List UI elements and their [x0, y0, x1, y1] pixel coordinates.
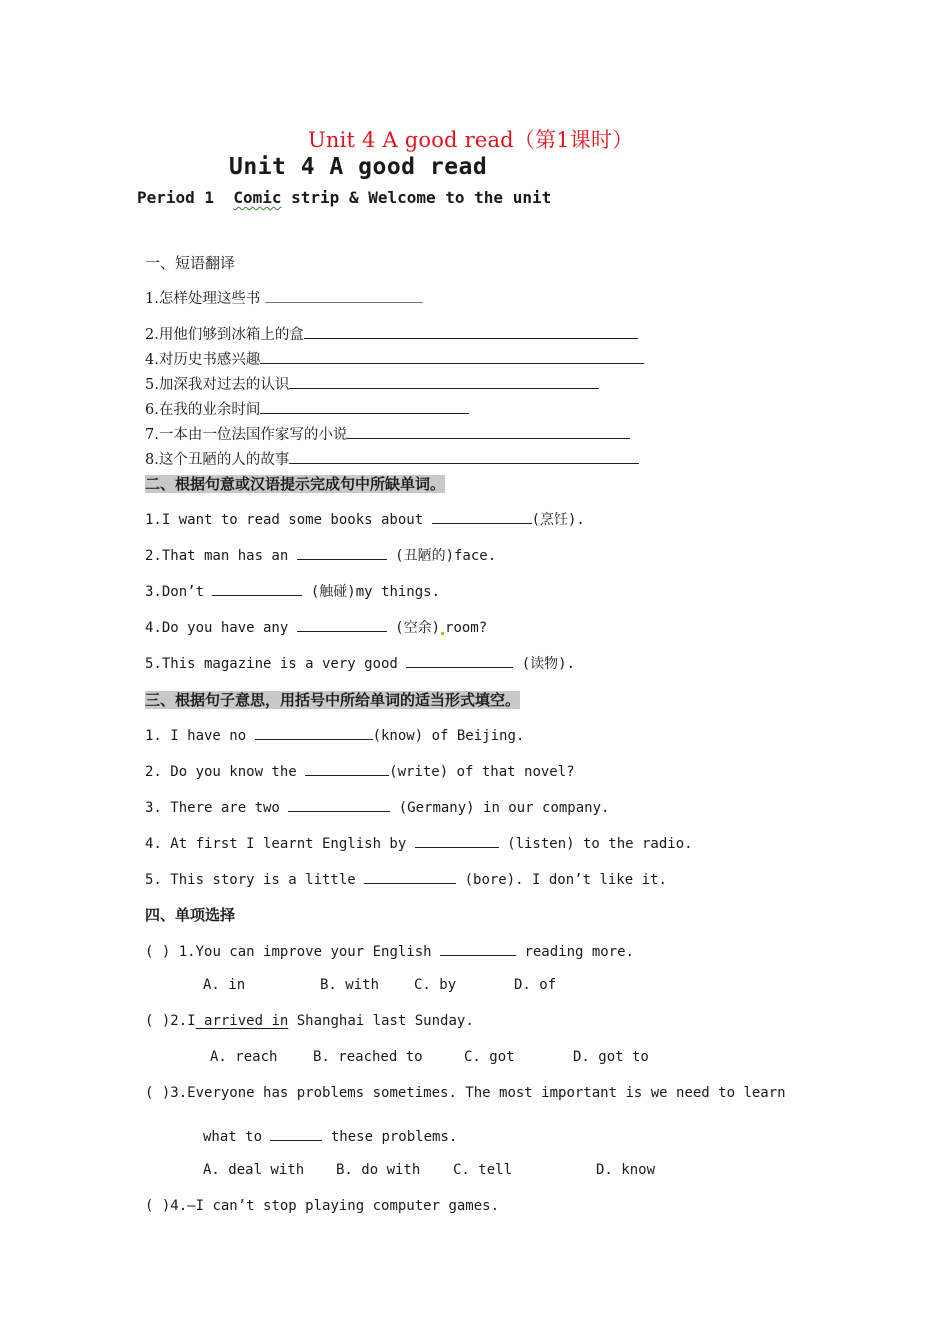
answer-bracket[interactable]: ( ) — [145, 1013, 171, 1029]
section3-heading: 三、根据句子意思，用括号中所给单词的适当形式填空。 — [145, 691, 521, 709]
answer-blank[interactable] — [289, 374, 599, 389]
s3-item-3: 3. There are two (Germany) in our company. — [145, 797, 609, 816]
s2-item-2: 2.That man has an (丑陋的)face. — [145, 545, 496, 565]
answer-blank[interactable] — [212, 581, 302, 596]
period-word: Comic — [233, 188, 282, 207]
mc-question-2: ( )2.I arrived in Shanghai last Sunday. — [145, 1013, 474, 1029]
answer-blank[interactable] — [260, 399, 469, 414]
underlined-phrase: arrived in — [195, 1013, 289, 1029]
s1-item-1: 1.怎样处理这些书 — [145, 287, 423, 308]
s1-item-5: 6.在我的业余时间 — [145, 398, 469, 419]
answer-blank[interactable] — [364, 869, 456, 884]
period-rest: strip & Welcome to the unit — [291, 188, 552, 207]
mc-option-c[interactable]: C. got — [464, 1049, 515, 1065]
mc-option-c[interactable]: C. by — [414, 977, 457, 993]
mc-option-d[interactable]: D. of — [514, 977, 557, 993]
answer-blank[interactable] — [406, 653, 513, 668]
answer-blank[interactable] — [255, 725, 373, 740]
mc-option-a[interactable]: A. in — [203, 977, 246, 993]
section4-heading: 四、单项选择 — [145, 906, 236, 924]
s1-item-7: 8.这个丑陋的人的故事 — [145, 448, 639, 469]
s1-item-4: 5.加深我对过去的认识 — [145, 373, 599, 394]
answer-blank[interactable] — [260, 349, 644, 364]
s2-item-5: 5.This magazine is a very good (读物). — [145, 653, 575, 673]
mc-option-c[interactable]: C. tell — [453, 1162, 513, 1178]
answer-blank[interactable] — [304, 324, 638, 339]
s2-item-1: 1.I want to read some books about (烹饪). — [145, 509, 585, 529]
mc-option-b[interactable]: B. reached to — [313, 1049, 423, 1065]
mc-option-b[interactable]: B. with — [320, 977, 380, 993]
s3-item-4: 4. At first I learnt English by (listen) to the radio. — [145, 833, 693, 852]
mc-option-b[interactable]: B. do with — [336, 1162, 421, 1178]
period-prefix: Period 1 — [137, 188, 215, 207]
s1-item-3: 4.对历史书感兴趣 — [145, 348, 644, 369]
mc-option-d[interactable]: D. got to — [573, 1049, 649, 1065]
answer-bracket[interactable]: ( ) — [145, 1198, 171, 1214]
s3-item-1: 1. I have no (know) of Beijing. — [145, 725, 524, 744]
answer-bracket[interactable]: ( ) — [145, 944, 171, 960]
mc-question-3-cont: what to these problems. — [203, 1126, 457, 1145]
page-title: Unit 4 A good read（第1课时） — [308, 128, 634, 152]
answer-blank[interactable] — [265, 288, 423, 303]
answer-blank[interactable] — [305, 761, 389, 776]
mc-question-3: ( )3.Everyone has problems sometimes. The most important is we need to learn — [145, 1085, 786, 1101]
section2-heading: 二、根据句意或汉语提示完成句中所缺单词。 — [145, 475, 446, 493]
unit-title: Unit 4 A good read — [229, 154, 488, 180]
s3-item-5: 5. This story is a little (bore). I don’t like it. — [145, 869, 667, 888]
mc-question-4: ( )4.—I can’t stop playing computer games. — [145, 1198, 500, 1214]
answer-blank[interactable] — [288, 797, 390, 812]
period-title — [137, 188, 551, 207]
answer-blank[interactable] — [289, 449, 639, 464]
answer-blank[interactable] — [270, 1126, 322, 1141]
s3-item-2: 2. Do you know the (write) of that novel? — [145, 761, 575, 780]
s1-item-6: 7.一本由一位法国作家写的小说 — [145, 423, 630, 444]
dot-mark — [441, 632, 444, 635]
mc-option-d[interactable]: D. know — [596, 1162, 656, 1178]
s1-item-2: 2.用他们够到冰箱上的盒 — [145, 323, 638, 344]
mc-question-1: ( ) 1.You can improve your English reading more. — [145, 941, 634, 960]
answer-blank[interactable] — [347, 424, 630, 439]
answer-blank[interactable] — [415, 833, 499, 848]
s2-item-4: 4.Do you have any (空余) room? — [145, 617, 487, 637]
section1-heading: 一、短语翻译 — [145, 254, 236, 272]
answer-blank[interactable] — [297, 617, 387, 632]
mc-option-a[interactable]: A. reach — [210, 1049, 278, 1065]
answer-blank[interactable] — [297, 545, 387, 560]
answer-blank[interactable] — [432, 509, 532, 524]
mc-option-a[interactable]: A. deal with — [203, 1162, 305, 1178]
s2-item-3: 3.Don’t (触碰)my things. — [145, 581, 440, 601]
answer-bracket[interactable]: ( ) — [145, 1085, 171, 1101]
answer-blank[interactable] — [440, 941, 516, 956]
